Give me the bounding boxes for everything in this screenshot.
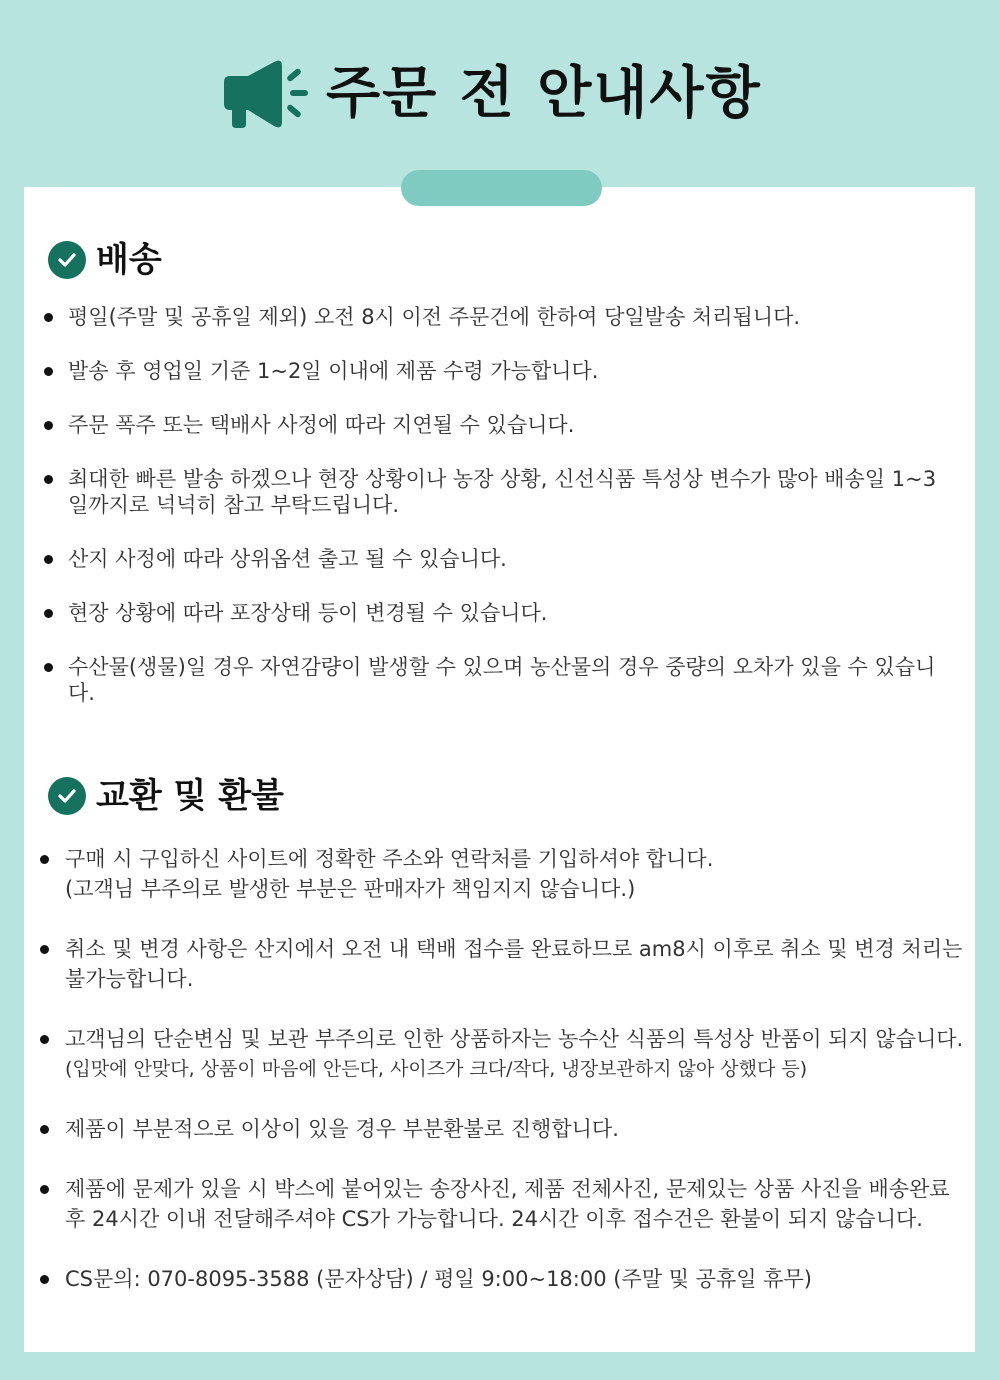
section-title-exchange: 교환 및 환불 bbox=[96, 776, 284, 816]
bullet-icon bbox=[44, 367, 53, 376]
section-title-shipping: 배송 bbox=[96, 240, 162, 280]
section-header-exchange bbox=[48, 774, 284, 818]
bullet-icon bbox=[44, 555, 53, 564]
check-circle-icon bbox=[48, 241, 86, 279]
card-tab-decoration bbox=[401, 170, 602, 206]
page-title: 주문 전 안내사항 bbox=[326, 61, 762, 126]
list-item: 산지 사정에 따라 상위옵션 출고 될 수 있습니다. bbox=[48, 546, 948, 572]
shipping-list bbox=[48, 304, 948, 734]
list-item: 발송 후 영업일 기준 1~2일 이내에 제품 수령 가능합니다. bbox=[48, 358, 948, 384]
list-item: 제품이 부분적으로 이상이 있을 경우 부분환불로 진행합니다. bbox=[40, 1114, 970, 1144]
bullet-icon bbox=[40, 1275, 49, 1284]
list-item: 최대한 빠른 발송 하겠으나 현장 상황이나 농장 상황, 신선식품 특성상 변수가 많아 배송일 1~3일까지로 넉넉히 참고 부탁드립니다. bbox=[48, 466, 948, 518]
bullet-icon bbox=[40, 855, 49, 864]
list-item: 주문 폭주 또는 택배사 사정에 따라 지연될 수 있습니다. bbox=[48, 412, 948, 438]
bullet-icon bbox=[40, 945, 49, 954]
bullet-icon bbox=[40, 1035, 49, 1044]
bullet-icon bbox=[44, 313, 53, 322]
list-item: CS문의: 070-8095-3588 (문자상담) / 평일 9:00~18:00 (주말 및 공휴일 휴무) bbox=[40, 1264, 970, 1294]
bullet-icon bbox=[40, 1185, 49, 1194]
bullet-icon bbox=[44, 609, 53, 618]
section-header-shipping bbox=[48, 238, 162, 282]
list-item: 현장 상황에 따라 포장상태 등이 변경될 수 있습니다. bbox=[48, 600, 948, 626]
list-item: 고객님의 단순변심 및 보관 부주의로 인한 상품하자는 농수산 식품의 특성상 반품이 되지 않습니다. (입맛에 안맞다, 상품이 마음에 안든다, 사이즈가 크다/작다, 냉장보관하지 않아 상했다 등) bbox=[40, 1024, 970, 1084]
exchange-list bbox=[40, 844, 970, 1324]
bullet-icon bbox=[44, 475, 53, 484]
check-circle-icon bbox=[48, 777, 86, 815]
bullet-icon bbox=[44, 421, 53, 430]
bullet-icon bbox=[40, 1125, 49, 1134]
list-item: 취소 및 변경 사항은 산지에서 오전 내 택배 접수를 완료하므로 am8시 이후로 취소 및 변경 처리는 불가능합니다. bbox=[40, 934, 970, 994]
megaphone-icon bbox=[218, 58, 314, 130]
bullet-icon bbox=[44, 663, 53, 672]
list-item: 제품에 문제가 있을 시 박스에 붙어있는 송장사진, 제품 전체사진, 문제있는 상품 사진을 배송완료 후 24시간 이내 전달해주셔야 CS가 가능합니다. 24시간 이후 접수건은 환불이 되지 않습니다. bbox=[40, 1174, 970, 1234]
list-item: 평일(주말 및 공휴일 제외) 오전 8시 이전 주문건에 한하여 당일발송 처리됩니다. bbox=[48, 304, 948, 330]
header bbox=[0, 0, 1000, 188]
list-item: 구매 시 구입하신 사이트에 정확한 주소와 연락처를 기입하셔야 합니다. (고객님 부주의로 발생한 부분은 판매자가 책임지지 않습니다.) bbox=[40, 844, 970, 904]
list-item: 수산물(생물)일 경우 자연감량이 발생할 수 있으며 농산물의 경우 중량의 오차가 있을 수 있습니다. bbox=[48, 654, 948, 706]
